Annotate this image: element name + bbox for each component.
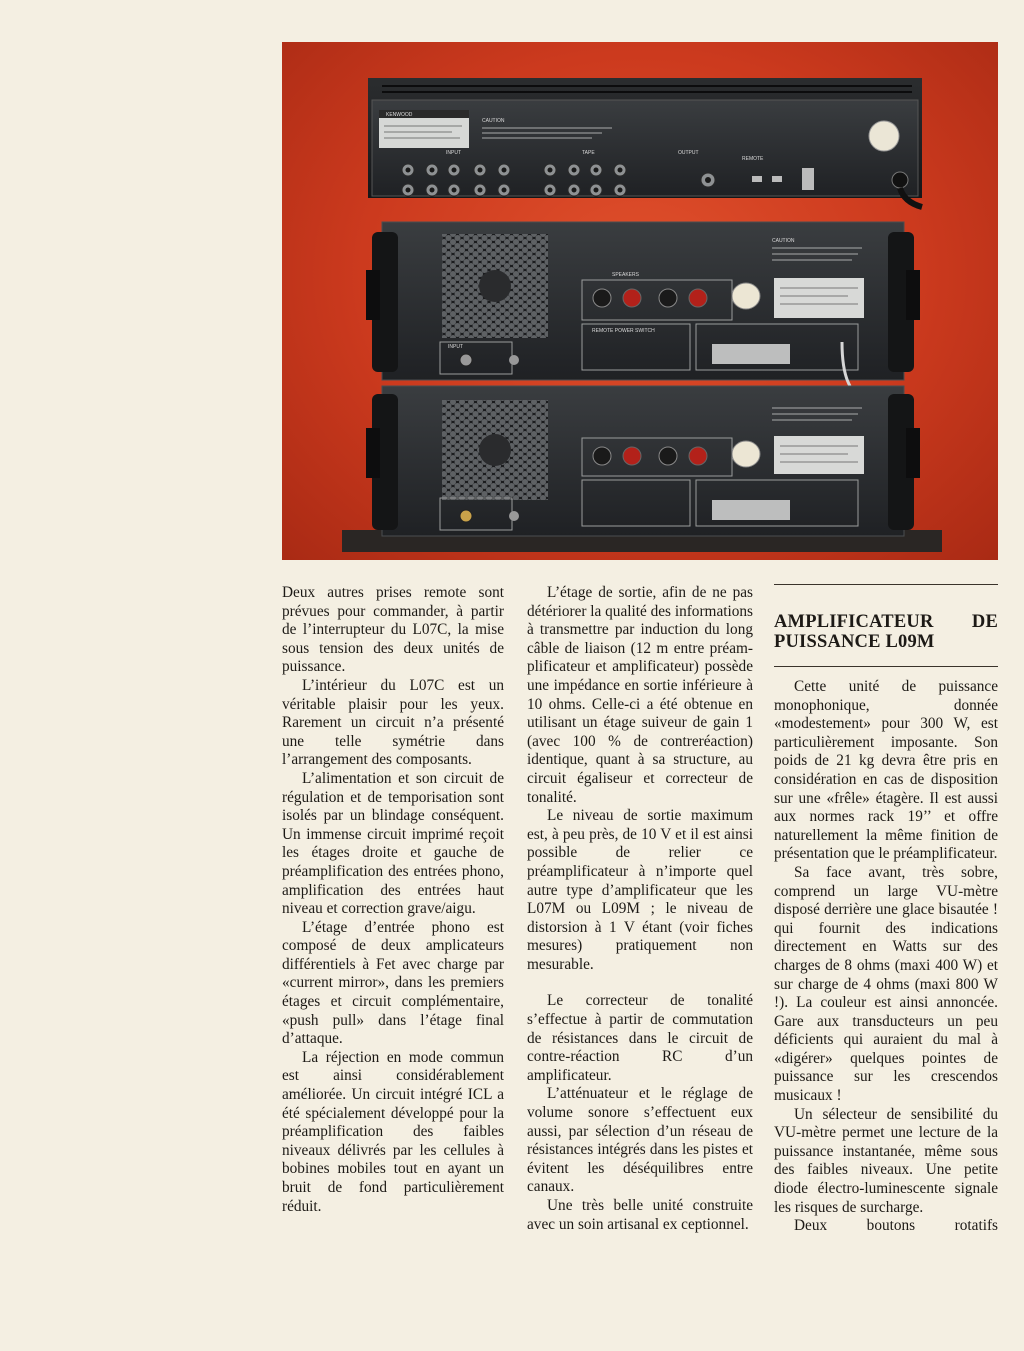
tape-label: TAPE [582, 150, 595, 156]
caution-label-top: CAUTION [482, 118, 505, 124]
paragraph: Cette unité de puissance monophonique, donnée «modestement» pour 300 W, est particulièrement imposante. Son poids de 21 kg devra être pris en considération en cas de disposition sur une «frêle» étagère. Il est aussi aux normes rack 19’’ et offre naturellement la même finition de présentation que le préamplificateur. [774, 678, 998, 863]
paragraph: Le correcteur de tonalité s’effectue à partir de commutation de résistances dans le circuit de contre-réaction RC d’un amplificateur. [527, 992, 753, 1084]
paragraph: L’atténuateur et le réglage de volume sonore s’effectuent eux aussi, par sélection d’un réseau de résistances intégrés dans les pistes et évitent les déséquilibres entre canaux. [527, 1085, 753, 1196]
remote-label: REMOTE [742, 156, 764, 162]
paragraph: L’intérieur du L07C est un véritable plaisir pour les yeux. Rarement un circuit n’a présenté une telle symétrie dans l’arrangement des composants. [282, 676, 504, 769]
brand-label: KENWOOD [386, 112, 413, 118]
remote-power-switch-label: REMOTE POWER SWITCH [592, 328, 655, 334]
section-body [774, 678, 998, 1236]
paragraph: Une très belle unité construite avec un soin artisanal ex ceptionnel. [527, 1197, 753, 1233]
text-column-right [774, 584, 998, 1236]
paragraph: L’alimentation et son circuit de régulation et de temporisation sont isolés par un blindage conséquent. Un immense circuit imprimé reçoit les étages droite et gauche de préamplification des entrées phono, amplification des entrées haut niveau et correction grave/aigu. [282, 769, 504, 918]
section-rule-top [774, 584, 998, 585]
section-heading-block [774, 594, 998, 666]
paragraph: Sa face avant, très sobre, comprend un large VU-mètre disposé derrière une glace bisautée ! qui fournit des indications directement en Watts sur des charges de 8 ohms (maxi 400 W) et sur charge de 4 ohms (maxi 800 W !). La couleur est ainsi annoncée. Gare aux transducteurs un peu déficients qui auraient du mal à «digérer» quelques pointes de puissance sur les crescendos musicaux ! [774, 863, 998, 1105]
section-heading: AMPLIFICATEUR DE PUISSANCE L09M [774, 612, 998, 652]
text-column-middle [527, 584, 753, 1234]
preamplifier-rear-panel [368, 78, 922, 207]
paragraph: L’étage d’entrée phono est composé de deux amplicateurs différentiels à Fet avec charge par «current mirror», dans les premiers étages et circuit complémentaire, «push pull» dans l’étage final d’attaque. [282, 918, 504, 1048]
paragraph: Un sélecteur de sensibilité du VU-mètre permet une lecture de la puissance instantanée, même sous des faibles niveaux. Une petite diode électro-luminescente signale les risques de surcharge. [774, 1105, 998, 1216]
paragraph: Deux autres prises remote sont prévues pour commander, à partir de l’interrupteur du L07C, la mise sous tension des deux unités de puissance. [282, 584, 504, 676]
caution-label-amp: CAUTION [772, 238, 795, 244]
amp-input-label: INPUT [448, 344, 463, 350]
paragraph: L’étage de sortie, afin de ne pas détériorer la qualité des informations à transmettre par induction du long câble de liaison (12 m entre préamplificateur et amplificateur) possède une impédance en sortie inférieure à 10 ohms. Celle-ci a été obtenue en utilisant un étage suiveur de gain 1 (avec 100 % de contreréaction) identique, quant à sa structure, au circuit égaliseur et correcteur de tonalité. [527, 584, 753, 806]
speakers-label: SPEAKERS [612, 272, 639, 278]
paragraph: Deux boutons rotatifs [794, 1217, 998, 1235]
section-rule-bottom [774, 666, 998, 667]
input-label: INPUT [446, 150, 461, 156]
power-amplifier-rear-panel-upper [366, 222, 920, 386]
amplifier-stack-illustration [282, 42, 998, 560]
text-column-left [282, 584, 504, 1216]
paragraph: Le niveau de sortie maximum est, à peu près, de 10 V et il est ainsi possible de relier ce préamplificateur à n’importe quel autre type d’amplificateur que les L07M ou L09M ; le niveau de distorsion à 1 V étant (voir fiches mesures) pratiquement non mesurable. [527, 807, 753, 973]
output-label: OUTPUT [678, 150, 699, 156]
paragraph-gap [527, 974, 753, 992]
equipment-photo [282, 42, 998, 560]
power-amplifier-rear-panel-lower [366, 386, 920, 536]
paragraph: La réjection en mode commun est ainsi considérablement améliorée. Un circuit intégré ICL a été spécialement développé pour la préamplification des faibles niveaux délivrés par les cellules à bobines mobiles tout en ayant un bruit de fond particulièrement réduit. [282, 1048, 504, 1215]
